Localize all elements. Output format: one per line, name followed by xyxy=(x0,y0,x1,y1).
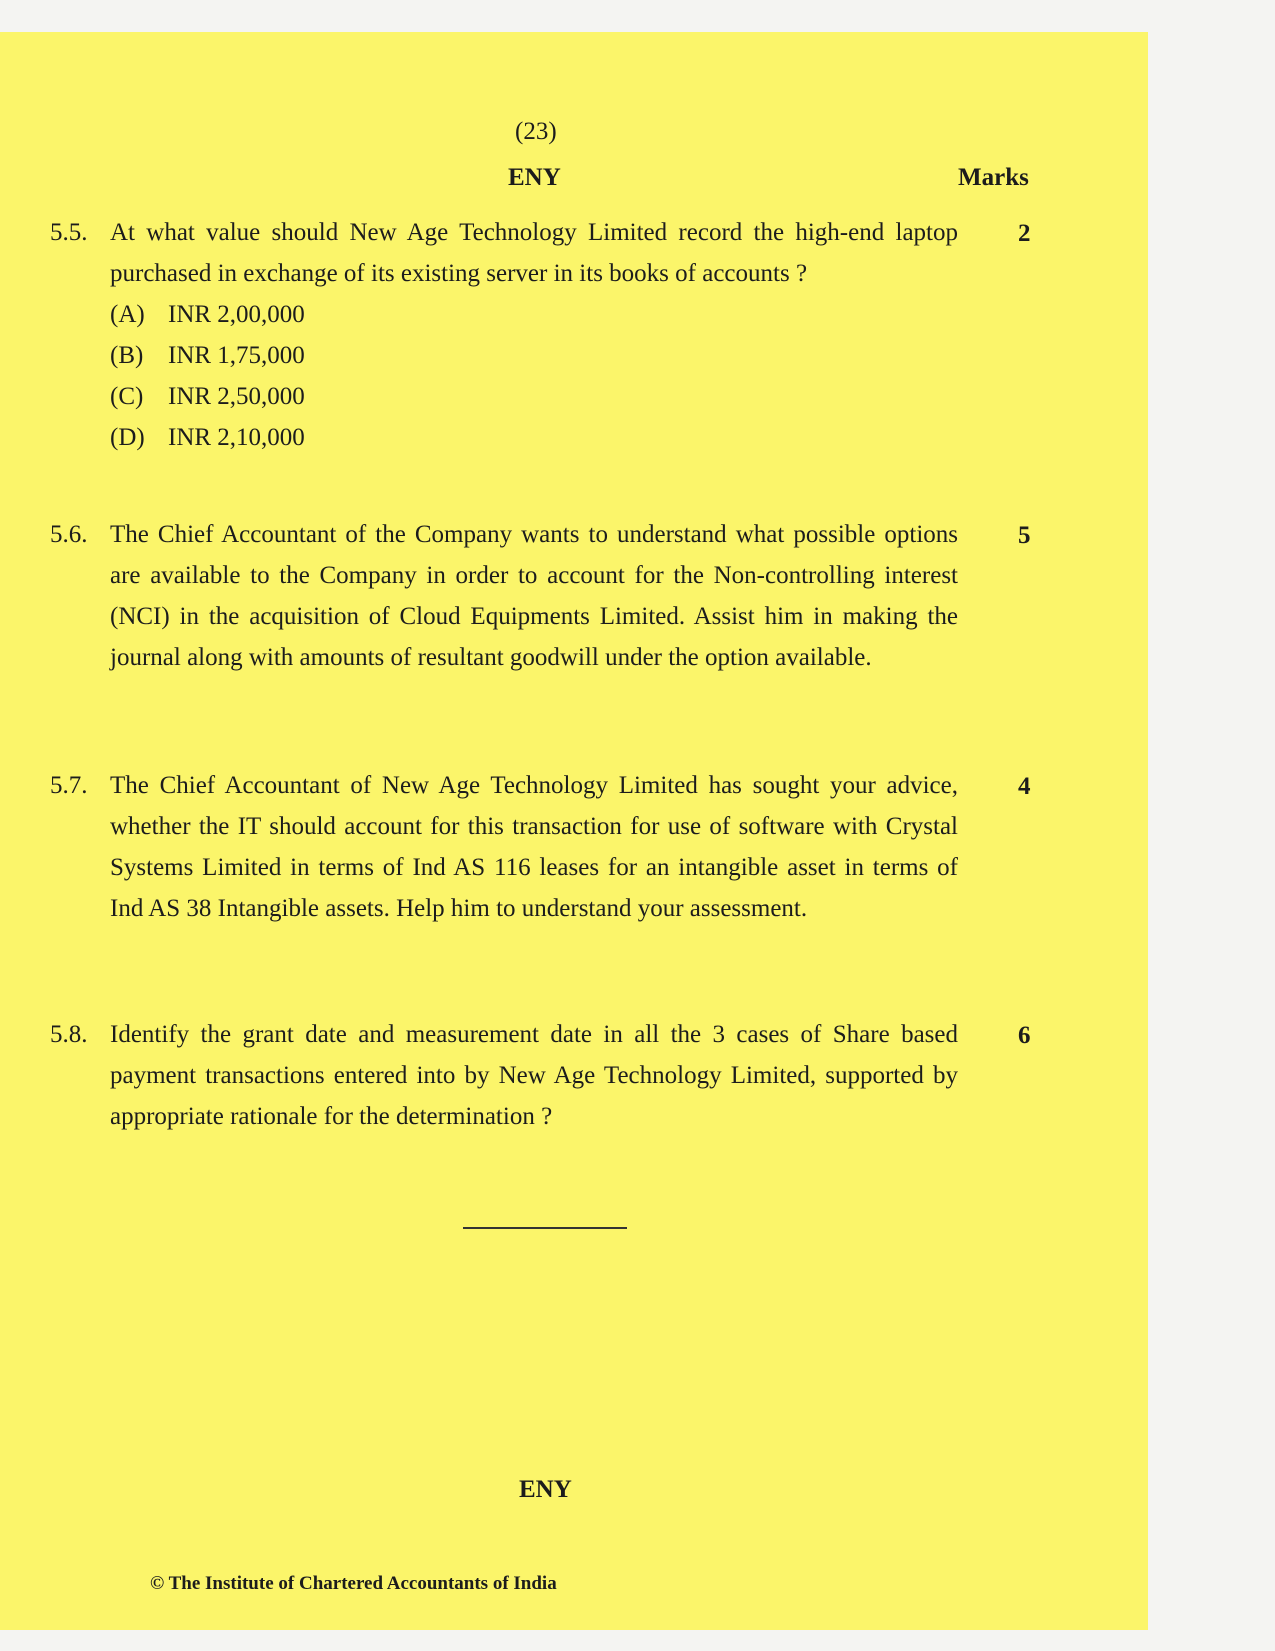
copyright-notice: © The Institute of Chartered Accountants of India xyxy=(150,1573,557,1594)
option-letter: (D) xyxy=(110,424,145,451)
page-number: (23) xyxy=(515,118,557,145)
option-text: INR 2,00,000 xyxy=(168,301,305,328)
marks-column-header: Marks xyxy=(958,164,1029,191)
question-number: 5.7. xyxy=(50,772,88,799)
question-marks: 5 xyxy=(1018,522,1031,549)
option-letter: (A) xyxy=(110,301,145,328)
option-b xyxy=(110,335,305,376)
option-text: INR 1,75,000 xyxy=(168,342,305,369)
option-text: INR 2,10,000 xyxy=(168,424,305,451)
question-number: 5.6. xyxy=(50,521,88,548)
option-text: INR 2,50,000 xyxy=(168,383,305,410)
question-text: Identify the grant date and measurement date in all the 3 cases of Share based payment transactions entered into by New Age Technology Limited, supported by appropriate rationale for the determination ? xyxy=(110,1021,958,1130)
option-letter: (C) xyxy=(110,383,144,410)
answer-options xyxy=(110,294,305,458)
end-of-section-rule xyxy=(463,1227,627,1229)
option-letter: (B) xyxy=(110,342,144,369)
option-d xyxy=(110,417,305,458)
question-text: At what value should New Age Technology Limited record the high-end laptop purchased in exchange of its existing server in its books of accounts ? xyxy=(110,219,958,287)
question-marks: 2 xyxy=(1018,220,1031,247)
question-marks: 4 xyxy=(1018,773,1031,800)
option-a xyxy=(110,294,305,335)
paper-code-header: ENY xyxy=(508,164,561,191)
question-text: The Chief Accountant of the Company wants to understand what possible options are available to the Company in order to account for the Non-controlling interest (NCI) in the acquisition of Cloud Equipments Limited. Assist him in making the journal along with amounts of resultant goodwill under the option available. xyxy=(110,521,958,671)
option-c xyxy=(110,376,305,417)
question-number: 5.8. xyxy=(50,1021,88,1048)
question-number: 5.5. xyxy=(50,219,88,246)
paper-code-footer: ENY xyxy=(519,1476,572,1503)
question-marks: 6 xyxy=(1018,1022,1031,1049)
question-text: The Chief Accountant of New Age Technology Limited has sought your advice, whether the IT should account for this transaction for use of software with Crystal Systems Limited in terms of Ind AS 116 leases for an intangible asset in terms of Ind AS 38 Intangible assets. Help him to understand your assessment. xyxy=(110,772,958,922)
